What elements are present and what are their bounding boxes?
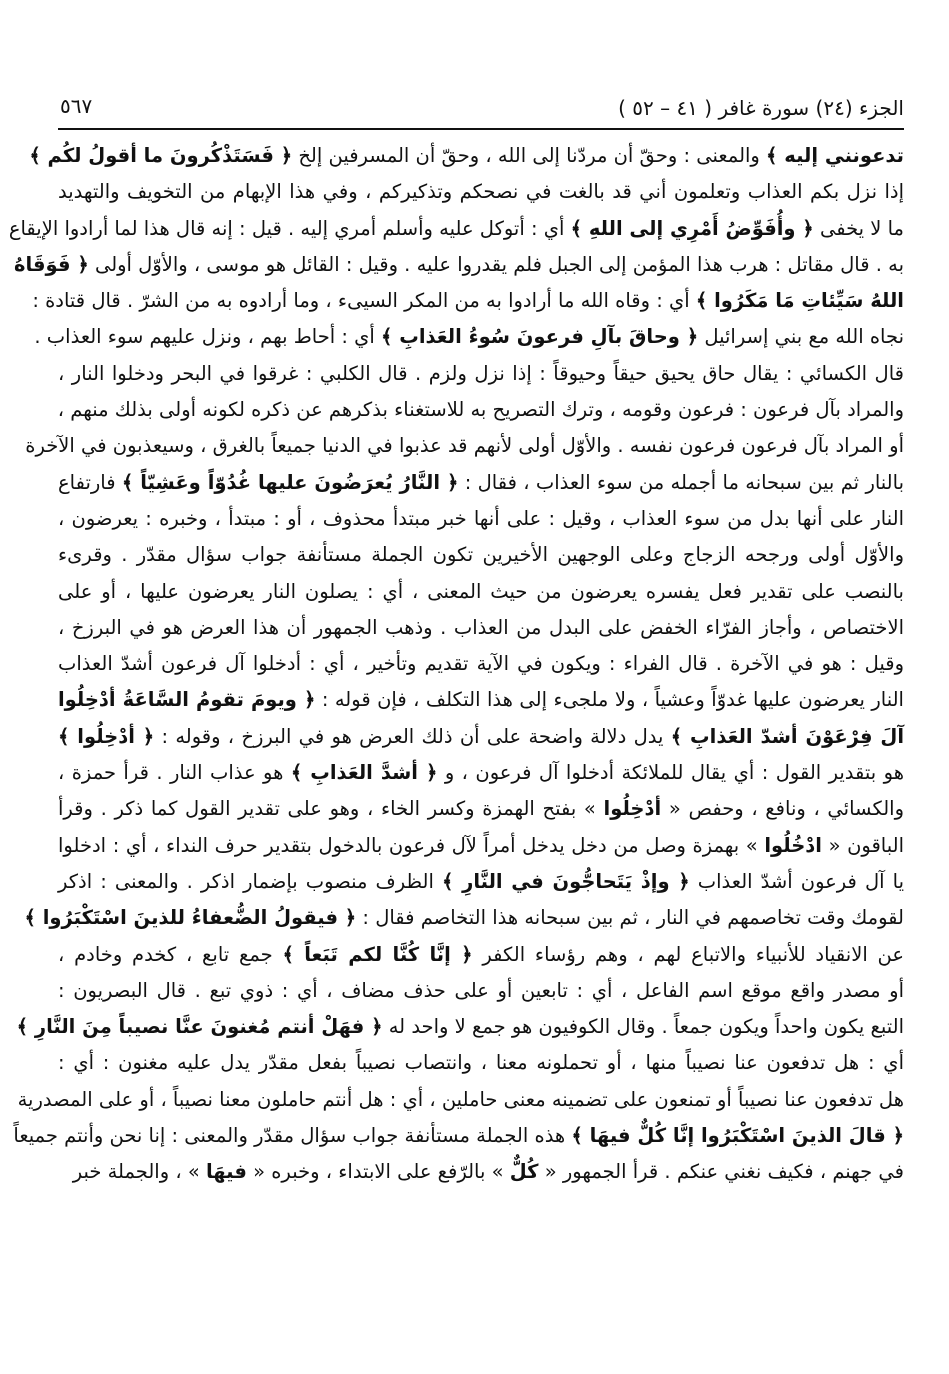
text-segment: » بالرّفع على الابتداء ، وخبره « — [246, 1160, 510, 1184]
text-segment: التبع يكون واحداً ويكون جمعاً . وقال الكوفيون هو جمع لا واحد له — [382, 1015, 904, 1039]
text-segment: يدل دلالة واضحة على أن ذلك العرض هو في البرزخ ، وقوله : — [154, 724, 671, 748]
text-line — [8, 211, 904, 247]
text-line — [58, 174, 904, 210]
text-segment: أي : أتوكل عليه وأسلم أمري إليه . قيل : إنه قال هذا لما أرادوا الإيقاع — [8, 216, 571, 240]
text-segment: الباقون « — [821, 833, 904, 857]
quranic-quote: ﴿ وإذْ يَتَحاجُّونَ في النَّارِ ﴾ — [441, 869, 690, 893]
text-segment: لقومك وقت تخاصمهم في النار ، ثم بين سبحانه هذا التخاصم فقال : — [356, 906, 904, 930]
text-segment: أي : هل تدفعون عنا نصيباً منها ، أو تحملونه معنا ، وانتصاب نصيباً بفعل مقدّر يدل عليه مغنون : أي : — [58, 1051, 904, 1075]
text-segment: أي : أحاط بهم ، ونزل عليهم سوء العذاب . — [34, 325, 382, 349]
quranic-quote: ﴿ إنَّا كُنَّا لكم تَبَعاً ﴾ — [282, 942, 473, 966]
text-segment: وقيل : هو في الآخرة . قال الفراء : ويكون في الآية تقديم وتأخير ، أي : أدخلوا آل فرعون أشدّ العذاب — [58, 652, 904, 676]
text-segment: النار على أنها بدل من سوء العذاب ، وقيل : على أنها خبر مبتدأ محذوف ، أو : مبتدأ ، وخبره : يعرضون ، — [58, 506, 904, 530]
quranic-quote: ادْخُلُوا — [764, 833, 822, 857]
text-segment: هذه الجملة مستأنفة جواب سؤال مقدّر والمعنى : إنا نحن وأنتم جميعاً — [13, 1124, 572, 1148]
quranic-quote: ﴿ وحاقَ بآلِ فرعونَ سُوءُ العَذابِ ﴾ — [381, 325, 699, 349]
text-segment: والكسائي ، ونافع ، وحفص « — [661, 797, 904, 821]
text-segment: ما لا يخفى — [813, 216, 904, 240]
text-segment: أو مصدر واقع موقع اسم الفاعل ، أي : تابعين أو على حذف مضاف ، أي : ذوي تبع . قال البصريون : — [58, 978, 904, 1002]
text-line — [58, 682, 904, 718]
text-line — [58, 791, 904, 827]
text-line — [58, 828, 904, 864]
quranic-quote: ﴿ فيقولُ الضُّعفاءُ للذينَ اسْتَكْبَرُوا ﴾ — [24, 906, 357, 930]
text-line — [58, 501, 904, 537]
quranic-quote: تدعونني إليه ﴾ — [766, 144, 904, 167]
text-line — [25, 428, 904, 464]
quranic-quote: آلَ فِرْعَوْنَ أشدّ العَذابِ ﴾ — [670, 724, 905, 748]
text-segment: الاختصاص ، وأجاز الفرّاء الخفض على البدل من العذاب . وذهب الجمهور أن هذا العرض هو في البرزخ ، — [58, 615, 904, 639]
text-line — [58, 719, 904, 755]
text-segment: نجاه الله مع بني إسرائيل — [698, 325, 904, 349]
text-line — [32, 283, 904, 319]
text-line — [58, 610, 904, 646]
text-segment: فارتفاع — [58, 470, 122, 494]
text-segment: والأوّل أولى ورجحه الزجاج وعلى الوجهين الأخيرين تكون الجملة مستأنفة جواب سؤال مقدّر . وقرىء — [58, 543, 904, 567]
text-segment: هو بتقدير القول : أي يقال للملائكة أدخلوا آل فرعون ، و — [437, 761, 904, 785]
quranic-quote: كُلٌّ — [509, 1160, 539, 1184]
quranic-quote: ﴿ أشدَّ العَذابِ ﴾ — [290, 761, 438, 785]
text-line — [34, 319, 904, 355]
text-line — [58, 937, 904, 973]
text-line — [58, 356, 904, 392]
text-segment: أي : وقاه الله ما أرادوا به من المكر السيىء ، وما أرادوه به من الشرّ . قال قتادة : — [32, 289, 696, 313]
text-line — [58, 646, 904, 682]
quranic-quote: فيهَا — [205, 1160, 247, 1184]
text-segment: يا آل فرعون أشدّ العذاب — [689, 869, 905, 893]
text-line — [13, 247, 904, 283]
text-segment: » بهمزة وصل من دخل يدخل أمراً لآل فرعون بالدخول بتقدير حرف النداء ، أي : ادخلوا — [58, 833, 765, 857]
text-segment: هو عذاب النار . قرأ حمزة ، — [58, 761, 291, 785]
text-segment: به . قال مقاتل : هرب هذا المؤمن إلى الجبل فلم يقدروا عليه . وقيل : القائل هو موسى ، والأوّل أولى — [88, 252, 904, 276]
quranic-quote: اللهُ سَيِّئاتِ مَا مَكَرُوا ﴾ — [695, 289, 904, 313]
text-line — [17, 1082, 904, 1118]
text-segment: جمع تابع ، كخدم وخادم ، — [58, 942, 283, 966]
text-segment: الظرف منصوب بإضمار اذكر . والمعنى : اذكر — [58, 869, 442, 893]
text-segment: عن الانقياد للأنبياء والاتباع لهم ، وهم رؤساء الكفر — [472, 942, 904, 966]
text-segment: هل تدفعون عنا نصيباً أو تمنعون على تضمينه معنى حاملين ، أي : هل أنتم حاملون معنا نصيباً ، أو على المصدرية — [17, 1087, 904, 1111]
text-segment: » ، والجملة خبر — [72, 1160, 206, 1184]
text-segment: والمراد بآل فرعون : فرعون وقومه ، وترك التصريح به للاستغناء بذكرهم عن ذكره لكونه أولى بذلك منهم ، — [57, 398, 904, 422]
text-line — [58, 1045, 904, 1081]
quranic-quote: ﴿ ويومَ تقومُ السَّاعَةُ أدْخِلُوا — [58, 688, 316, 712]
text-line — [29, 138, 904, 174]
quranic-quote: ﴿ قالَ الذينَ اسْتَكْبَرُوا إنَّا كُلٌّ فيهَا ﴾ — [571, 1124, 904, 1148]
text-segment: في جهنم ، فكيف نغني عنكم . قرأ الجمهور « — [538, 1160, 904, 1184]
text-segment: إذا نزل بكم العذاب وتعلمون أني قد بالغت في نصحكم وتذكيركم ، وفي هذا الإبهام من التخويف والتهديد — [58, 180, 904, 204]
text-line — [13, 1118, 904, 1154]
text-line — [58, 864, 904, 900]
text-line — [58, 574, 904, 610]
header-rule — [58, 128, 904, 130]
text-line — [24, 900, 904, 936]
text-segment: أو المراد بآل فرعون فرعون نفسه . والأوّل أولى لأنهم قد عذبوا في الدنيا جميعاً بالغرق ، وسيعذبون في الآخرة — [25, 434, 904, 458]
text-segment: النار يعرضون عليها غدوّاً وعشياً ، ولا ملجىء إلى هذا التكلف ، فإن قوله : — [315, 688, 904, 712]
text-line — [58, 392, 904, 428]
text-line — [58, 1154, 904, 1190]
page-number: ٥٦٧ — [60, 94, 93, 118]
running-header-title: الجزء (٢٤) سورة غافر ( ٤١ – ٥٢ ) — [618, 96, 904, 120]
quranic-quote: ﴿ فَسَتَذْكُرونَ ما أقولُ لكُم ﴾ — [29, 144, 293, 167]
quranic-quote: أدْخِلُوا — [603, 797, 662, 821]
text-segment: قال الكسائي : يقال حاق يحيق حيقاً وحيوقاً : إذا نزل ولزم . قال الكلبي : غرقوا في البحر ودخلوا النار ، — [58, 361, 904, 385]
quranic-quote: ﴿ النَّارُ يُعرَضُونَ عليها غُدُوّاً وعَشِيّاً ﴾ — [121, 470, 459, 494]
text-segment: بالنصب على تقدير فعل يفسره يعرضون من حيث المعنى ، أي : يصلون النار يعرضون عليها ، أو على — [58, 579, 904, 603]
text-line — [58, 755, 904, 791]
commentary-body — [8, 138, 905, 1191]
quranic-quote: ﴿ فهَلْ أنتم مُغنونَ عنَّا نصيباً مِنَ النَّارِ ﴾ — [16, 1015, 383, 1039]
quranic-quote: ﴿ وأُفَوِّضُ أَمْرِي إلى اللهِ ﴾ — [570, 216, 814, 240]
text-segment: بالنار ثم بين سبحانه ما أجمله من سوء العذاب ، فقال : — [458, 470, 904, 494]
text-segment: » بفتح الهمزة وكسر الخاء ، وهو على تقدير القول كما ذكر . وقرأ — [58, 797, 604, 821]
text-line — [58, 973, 904, 1009]
quranic-quote: ﴿ فَوَقَاهُ — [13, 252, 89, 276]
text-line — [58, 537, 904, 573]
quranic-quote: ﴿ أدْخِلُوا ﴾ — [58, 724, 155, 748]
text-segment: والمعنى : وحقّ أن مردّنا إلى الله ، وحقّ أن المسرفين إلخ — [292, 144, 767, 167]
text-line — [16, 1009, 904, 1045]
text-line — [58, 465, 904, 501]
